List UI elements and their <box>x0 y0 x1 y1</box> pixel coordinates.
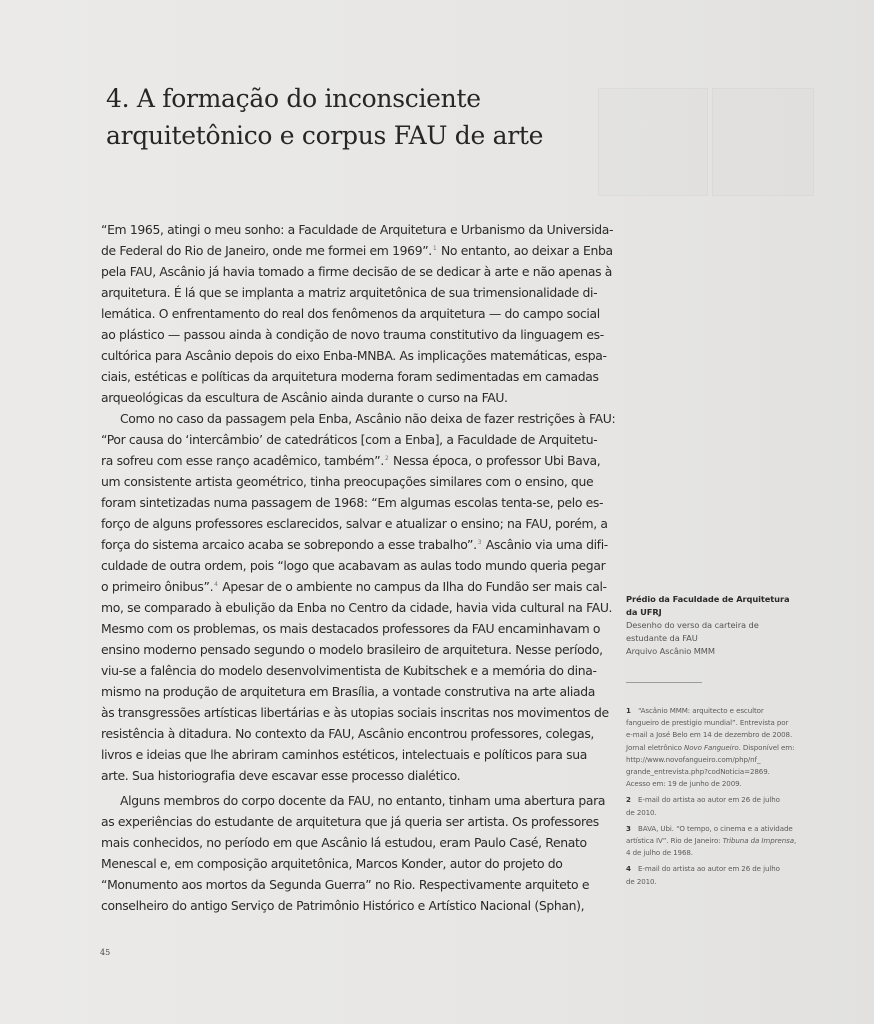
text-line: lemática. O enfrentamento do real dos fenômenos da arquitetura — do campo social <box>101 306 600 321</box>
text-line: mais conhecidos, no período em que Ascânio lá estudou, eram Paulo Casé, Renato <box>101 835 587 850</box>
text-line: “Monumento aos mortos da Segunda Guerra” no Rio. Respectivamente arquiteto e <box>101 877 590 892</box>
text-line: ensino moderno pensado segundo o modelo brasileiro de arquitetura. Nesse período, <box>101 642 603 657</box>
footnotes <box>626 705 806 892</box>
footnote-number: 3 <box>626 823 631 833</box>
footnote-number: 4 <box>626 864 631 874</box>
text-line: mismo na produção de arquitetura em Brasília, a vontade construtiva na arte aliada <box>101 684 595 699</box>
footnote: 3 BAVA, Ubi. “O tempo, o cinema e a atividade artística IV”. Rio de Janeiro: Tribuna da Imprensa, 4 de julho de 1968. <box>626 823 806 860</box>
text-line: “Por causa do ‘intercâmbio’ de catedráticos [com a Enba], a Faculdade de Arquitetu- <box>101 432 598 447</box>
footnote-line: e-mail a José Belo em 14 de dezembro de 2008. <box>626 730 793 740</box>
text-line: de Federal do Rio de Janeiro, onde me formei em 1969”.$^1$ No entanto, ao deixar a Enba <box>101 243 613 258</box>
text-line: livros e ideias que lhe abriram caminhos estéticos, intelectuais e políticos para sua <box>101 747 587 762</box>
text-line: “Em 1965, atingi o meu sonho: a Faculdade de Arquitetura e Urbanismo da Universida- <box>101 222 614 237</box>
footnote-line: de 2010. <box>626 876 657 886</box>
caption-title: da UFRJ <box>626 607 662 617</box>
text-line: Mesmo com os problemas, os mais destacados professores da FAU encaminhavam o <box>101 621 601 636</box>
text-line: ciais, estéticas e políticas da arquitetura moderna foram sedimentadas em camadas <box>101 369 599 384</box>
show-through-shadow <box>712 88 814 196</box>
footnote-line: Jornal eletrônico Novo Fangueiro. Disponível em: <box>626 742 795 752</box>
text-line: Como no caso da passagem pela Enba, Ascânio não deixa de fazer restrições à FAU: <box>120 411 616 426</box>
text-line: as experiências do estudante de arquitetura que já queria ser artista. Os professores <box>101 814 599 829</box>
footnote-ref: 1 <box>432 244 437 252</box>
caption-line: estudante da FAU <box>626 633 698 643</box>
footnote-ref: 2 <box>384 454 389 462</box>
footnote: 4 E-mail do artista ao autor em 26 de julho de 2010. <box>626 863 806 887</box>
footnote-line: grande_entrevista.php?codNoticia=2869. <box>626 767 770 777</box>
text-line: o primeiro ônibus”.$^4$ Apesar de o ambiente no campus da Ilha do Fundão ser mais cal- <box>101 579 607 594</box>
footnote-line: de 2010. <box>626 807 657 817</box>
figure-caption <box>626 593 806 658</box>
footnote: 2 E-mail do artista ao autor em 26 de julho de 2010. <box>626 794 806 818</box>
text-line: cultórica para Ascânio depois do eixo Enba-MNBA. As implicações matemáticas, espa- <box>101 348 607 363</box>
text-line: culdade de outra ordem, pois “logo que acabavam as aulas todo mundo queria pegar <box>101 558 606 573</box>
footnote-line: 4 de julho de 1968. <box>626 848 693 858</box>
notes-divider <box>626 682 702 683</box>
footnote: 1 “Ascânio MMM: arquitecto e escultor fangueiro de prestigio mundial”. Entrevista por e-mail a José Belo em 14 de dezembro de 2008. Jornal eletrônico Novo Fangueiro. Disponível em: http://www.novofangueiro.com/php/nf_ grande_entrevista.php?codNoticia=2869. Acesso em: 19 de junho de 2009. <box>626 705 806 790</box>
footnote-line: http://www.novofangueiro.com/php/nf_ <box>626 754 761 764</box>
text-line: foram sintetizadas numa passagem de 1968: “Em algumas escolas tenta-se, pelo es- <box>101 495 604 510</box>
footnote-number: 1 <box>626 706 631 715</box>
caption-line: Arquivo Ascânio MMM <box>626 646 715 656</box>
text-line: mo, se comparado à ebulição da Enba no Centro da cidade, havia vida cultural na FAU. <box>101 600 613 615</box>
text-line: conselheiro do antigo Serviço de Patrimônio Histórico e Artístico Nacional (Sphan), <box>101 898 585 913</box>
text-line: ra sofreu com esse ranço acadêmico, também”.$^2$ Nessa época, o professor Ubi Bava, <box>101 453 601 468</box>
footnote-line: artística IV”. Rio de Janeiro: Tribuna da Imprensa, <box>626 836 797 846</box>
footnote-ref: 3 <box>477 538 482 546</box>
caption-line: Desenho do verso da carteira de <box>626 620 759 630</box>
text-line: pela FAU, Ascânio já havia tomado a firme decisão de se dedicar à arte e não apenas à <box>101 264 613 279</box>
footnote-ref: 4 <box>214 580 218 588</box>
chapter-title-line-2: arquitetônico e corpus FAU de arte <box>106 121 544 150</box>
text-line: força do sistema arcaico acaba se sobrepondo a esse trabalho”.$^3$ Ascânio via uma difi- <box>101 537 608 552</box>
text-line: viu-se a falência do modelo desenvolvimentista de Kubitschek e a memória do dina- <box>101 663 597 678</box>
text-line: às transgressões artísticas libertárias e às utopias sociais inscritas nos movimentos de <box>101 705 609 720</box>
caption-title: Prédio da Faculdade de Arquitetura <box>626 594 790 604</box>
text-line: um consistente artista geométrico, tinha preocupações similares com o ensino, que <box>101 474 594 489</box>
body-text <box>101 219 616 916</box>
text-line: forço de alguns professores esclarecidos, salvar e atualizar o ensino; na FAU, porém, a <box>101 516 608 531</box>
text-line: arquitetura. É lá que se implanta a matriz arquitetônica de sua trimensionalidade di- <box>101 285 598 300</box>
text-line: ao plástico — passou ainda à condição de novo trauma constitutivo da linguagem es- <box>101 327 604 342</box>
footnote-line: Acesso em: 19 de junho de 2009. <box>626 779 742 789</box>
text-line: arqueológicas da escultura de Ascânio ainda durante o curso na FAU. <box>101 390 508 405</box>
text-line: arte. Sua historiografia deve escavar esse processo dialético. <box>101 768 461 783</box>
text-line: resistência à ditadura. No contexto da FAU, Ascânio encontrou professores, colegas, <box>101 726 595 741</box>
chapter-title <box>106 80 666 154</box>
page-number: 45 <box>100 948 111 957</box>
footnote-number: 2 <box>626 795 631 805</box>
chapter-title-line-1: 4. A formação do inconsciente <box>106 84 481 113</box>
text-line: Alguns membros do corpo docente da FAU, no entanto, tinham uma abertura para <box>120 793 606 808</box>
footnote-line: fangueiro de prestigio mundial”. Entrevista por <box>626 718 789 728</box>
text-line: Menescal e, em composição arquitetônica, Marcos Konder, autor do projeto do <box>101 856 563 871</box>
